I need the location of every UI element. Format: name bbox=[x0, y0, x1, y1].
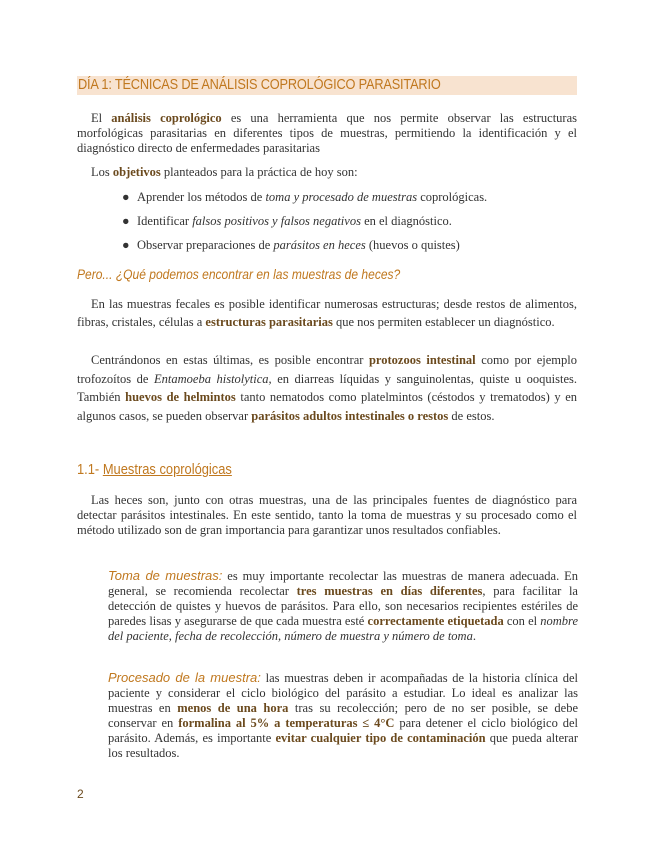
list-item-italic: falsos positivos y falsos negativos bbox=[192, 214, 361, 228]
list-item-italic: toma y procesado de muestras bbox=[265, 190, 418, 204]
list-item-text-end: (huevos o quistes) bbox=[365, 238, 460, 252]
objectives-bold-term: objetivos bbox=[112, 165, 161, 179]
bullet-dot-icon: ● bbox=[122, 190, 130, 204]
list-item bbox=[122, 190, 487, 205]
proc-bold-3: evitar cualquier tipo de contaminación bbox=[275, 731, 486, 745]
toma-text-3: con el bbox=[503, 614, 541, 628]
proc-bold-2: formalina al 5% a temperaturas ≤ 4°C bbox=[178, 716, 395, 730]
intro-paragraph bbox=[77, 111, 577, 156]
para1-text-2: que nos permiten establecer un diagnóstico. bbox=[332, 315, 555, 329]
proc-text-2: tras su recolección; pero de no ser posible, se debe conservar en bbox=[108, 701, 578, 730]
objectives-paragraph bbox=[77, 165, 577, 180]
para2-bold-2: huevos de helmintos bbox=[125, 390, 236, 404]
para2-text-1: Centrándonos en estas últimas, es posible encontrar bbox=[91, 353, 369, 367]
section-title-text: Muestras coprológicas bbox=[102, 461, 232, 478]
page-number: 2 bbox=[77, 787, 84, 801]
question-subheading: Pero... ¿Qué podemos encontrar en las muestras de heces? bbox=[77, 266, 401, 282]
proc-bold-1: menos de una hora bbox=[177, 701, 289, 715]
day-heading: DÍA 1: TÉCNICAS DE ANÁLISIS COPROLÓGICO PARASITARIO bbox=[78, 77, 441, 93]
para2-bold-3: parásitos adultos intestinales o restos bbox=[251, 408, 449, 423]
list-item-italic: parásitos en heces bbox=[273, 238, 366, 252]
toma-bold-1: tres muestras en días diferentes bbox=[296, 584, 483, 598]
toma-text-2: , para facilitar la detección de quistes y huevos de parásitos. Para ello, son necesarios recipientes estériles de paredes lisas y asegurarse de que cada muestra esté bbox=[108, 584, 578, 628]
proc-text-3: para detener el ciclo biológico del parásito. Además, es importante bbox=[108, 716, 578, 745]
toma-text-4: . bbox=[472, 629, 476, 643]
parasites-paragraph bbox=[77, 351, 577, 425]
objectives-text-1: Los bbox=[91, 165, 113, 179]
fecal-structures-paragraph bbox=[77, 295, 577, 331]
para1-text-1: En las muestras fecales es posible identificar numerosas estructuras; desde restos de alimentos, fibras, cristales, células a bbox=[77, 297, 577, 329]
sample-processing-lead: Procesado de la muestra: bbox=[108, 670, 261, 685]
proc-text-1: las muestras deben ir acompañadas de la historia clínica del paciente y considerar el ciclo biológico del parásito a estudiar. Lo ideal es analizar las muestras en bbox=[108, 671, 578, 715]
toma-text-1: es muy importante recolectar las muestras de manera adecuada. En general, se recomienda recolectar bbox=[108, 569, 579, 598]
para2-bold-1: protozoos intestinal bbox=[368, 353, 476, 367]
toma-italic: nombre del paciente, fecha de recolección, número de muestra y número de toma bbox=[108, 614, 578, 643]
bullet-dot-icon: ● bbox=[122, 238, 130, 252]
section-number: 1.1- bbox=[77, 461, 103, 478]
intro-text-1: El bbox=[91, 111, 112, 125]
intro-text-2: es una herramienta que nos permite observar las estructuras morfológicas parasitarias en diferentes tipos de muestras, permitiendo la identificación y el diagnóstico directo de enfermedades parasitarias bbox=[77, 111, 578, 155]
para2-species-italic: Entamoeba histolytica, bbox=[154, 371, 272, 386]
sample-processing-block bbox=[108, 670, 578, 761]
para2-text-4: tanto nematodos como platelmintos (céstodos y trematodos) y en algunos casos, se pueden observar bbox=[77, 390, 578, 423]
para2-text-5: de estos. bbox=[448, 408, 495, 423]
list-item bbox=[122, 214, 452, 229]
para2-text-3: en diarreas líquidas y sanguinolentas, quiste u ooquistes. También bbox=[77, 371, 577, 404]
section-title bbox=[77, 461, 232, 478]
list-item-text-end: en el diagnóstico. bbox=[360, 214, 452, 228]
list-item bbox=[122, 238, 460, 253]
bullet-dot-icon: ● bbox=[122, 214, 130, 228]
list-item-text: Observar preparaciones de bbox=[137, 238, 274, 252]
list-item-text-end: coprológicas. bbox=[417, 190, 488, 204]
toma-bold-2: correctamente etiquetada bbox=[367, 614, 504, 628]
objectives-text-2: planteados para la práctica de hoy son: bbox=[160, 165, 358, 179]
samples-paragraph: Las heces son, junto con otras muestras, una de las principales fuentes de diagnóstico para detectar parásitos intestinales. En este sentido, tanto la toma de muestras y su procesado como el método utilizado son de gran importancia para garantizar unos resultados confiables. bbox=[77, 493, 577, 537]
sample-collection-lead: Toma de muestras: bbox=[108, 568, 223, 583]
intro-bold-term: análisis coprológico bbox=[111, 111, 222, 125]
list-item-text: Aprender los métodos de bbox=[137, 190, 266, 204]
para2-text-2: como por ejemplo trofozoítos de bbox=[77, 353, 577, 386]
proc-text-4: que pueda alterar los resultados. bbox=[108, 731, 578, 760]
list-item-text: Identificar bbox=[137, 214, 193, 228]
para1-bold-term: estructuras parasitarias bbox=[205, 315, 333, 329]
sample-collection-block bbox=[108, 568, 578, 644]
